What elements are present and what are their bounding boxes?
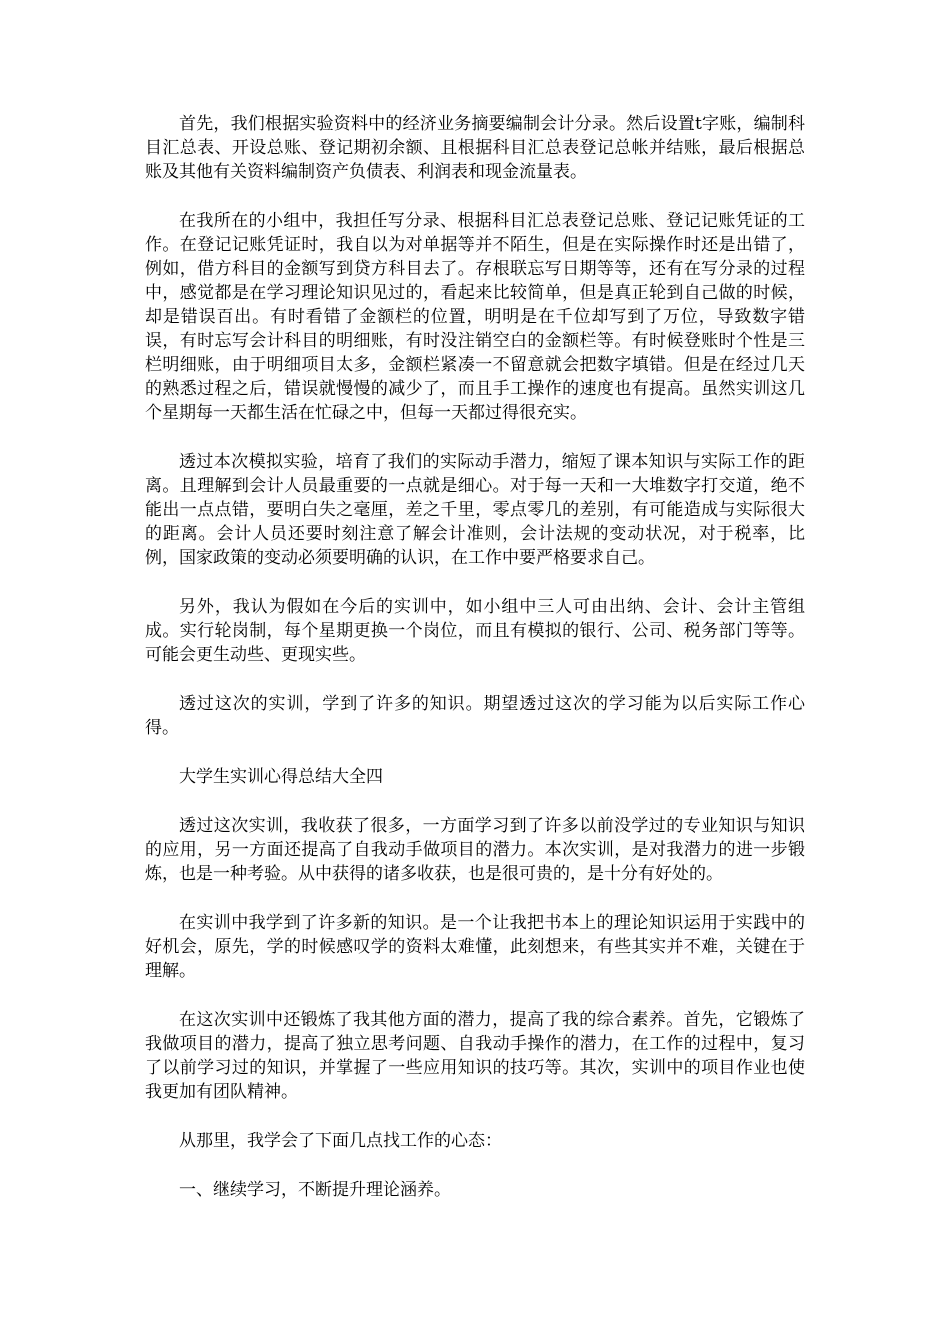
paragraph: 首先，我们根据实验资料中的经济业务摘要编制会计分录。然后设置t字账，编制科目汇总表、开设总账、登记期初余额、且根据科目汇总表登记总帐并结账，最后根据总账及其他有关资料编制资产负债表、利润表和现金流量表。 — [145, 114, 805, 182]
paragraph: 另外，我认为假如在今后的实训中，如小组中三人可由出纳、会计、会计主管组成。实行轮岗制，每个星期更换一个岗位，而且有模拟的银行、公司、税务部门等等。可能会更生动些、更现实些。 — [145, 597, 805, 665]
paragraph: 在这次实训中还锻炼了我其他方面的潜力，提高了我的综合素养。首先，它锻炼了我做项目的潜力，提高了独立思考问题、自我动手操作的潜力，在工作的过程中，复习了以前学习过的知识，并掌握了一些应用知识的技巧等。其次，实训中的项目作业也使我更加有团队精神。 — [145, 1010, 805, 1102]
paragraph: 透过这次实训，我收获了很多，一方面学习到了许多以前没学过的专业知识与知识的应用，另一方面还提高了自我动手做项目的潜力。本次实训，是对我潜力的进一步锻炼，也是一种考验。从中获得的诸多收获，也是很可贵的，是十分有好处的。 — [145, 816, 805, 884]
list-item: 一、继续学习，不断提升理论涵养。 — [179, 1180, 451, 1200]
paragraph: 从那里，我学会了下面几点找工作的心态： — [179, 1131, 502, 1151]
paragraph: 透过这次的实训，学到了许多的知识。期望透过这次的学习能为以后实际工作心得。 — [145, 694, 805, 738]
document-body — [145, 112, 805, 1227]
paragraph: 透过本次模拟实验，培育了我们的实际动手潜力，缩短了课本知识与实际工作的距离。且理解到会计人员最重要的一点就是细心。对于每一天和一大堆数字打交道，绝不能出一点点错，要明白失之毫厘，差之千里，零点零几的差别，有可能造成与实际很大的距离。会计人员还要时刻注意了解会计准则，会计法规的变动状况，对于税率，比例，国家政策的变动必须要明确的认识，在工作中要严格要求自己。 — [145, 452, 805, 568]
paragraph: 在实训中我学到了许多新的知识。是一个让我把书本上的理论知识运用于实践中的好机会，原先，学的时候感叹学的资料太难懂，此刻想来，有些其实并不难，关键在于理解。 — [145, 913, 805, 981]
section-heading: 大学生实训心得总结大全四 — [179, 767, 383, 787]
paragraph: 在我所在的小组中，我担任写分录、根据科目汇总表登记总账、登记记账凭证的工作。在登记记账凭证时，我自以为对单据等并不陌生，但是在实际操作时还是出错了，例如，借方科目的金额写到贷方科目去了。存根联忘写日期等等，还有在写分录的过程中，感觉都是在学习理论知识见过的，看起来比较简单，但是真正轮到自己做的时候，却是错误百出。有时看错了金额栏的位置，明明是在千位却写到了万位，导致数字错误，有时忘写会计科目的明细账，有时没注销空白的金额栏等。有时候登账时个性是三栏明细账，由于明细项目太多，金额栏紧凑一不留意就会把数字填错。但是在经过几天的熟悉过程之后，错误就慢慢的减少了，而且手工操作的速度也有提高。虽然实训这几个星期每一天都生活在忙碌之中，但每一天都过得很充实。 — [145, 211, 805, 423]
